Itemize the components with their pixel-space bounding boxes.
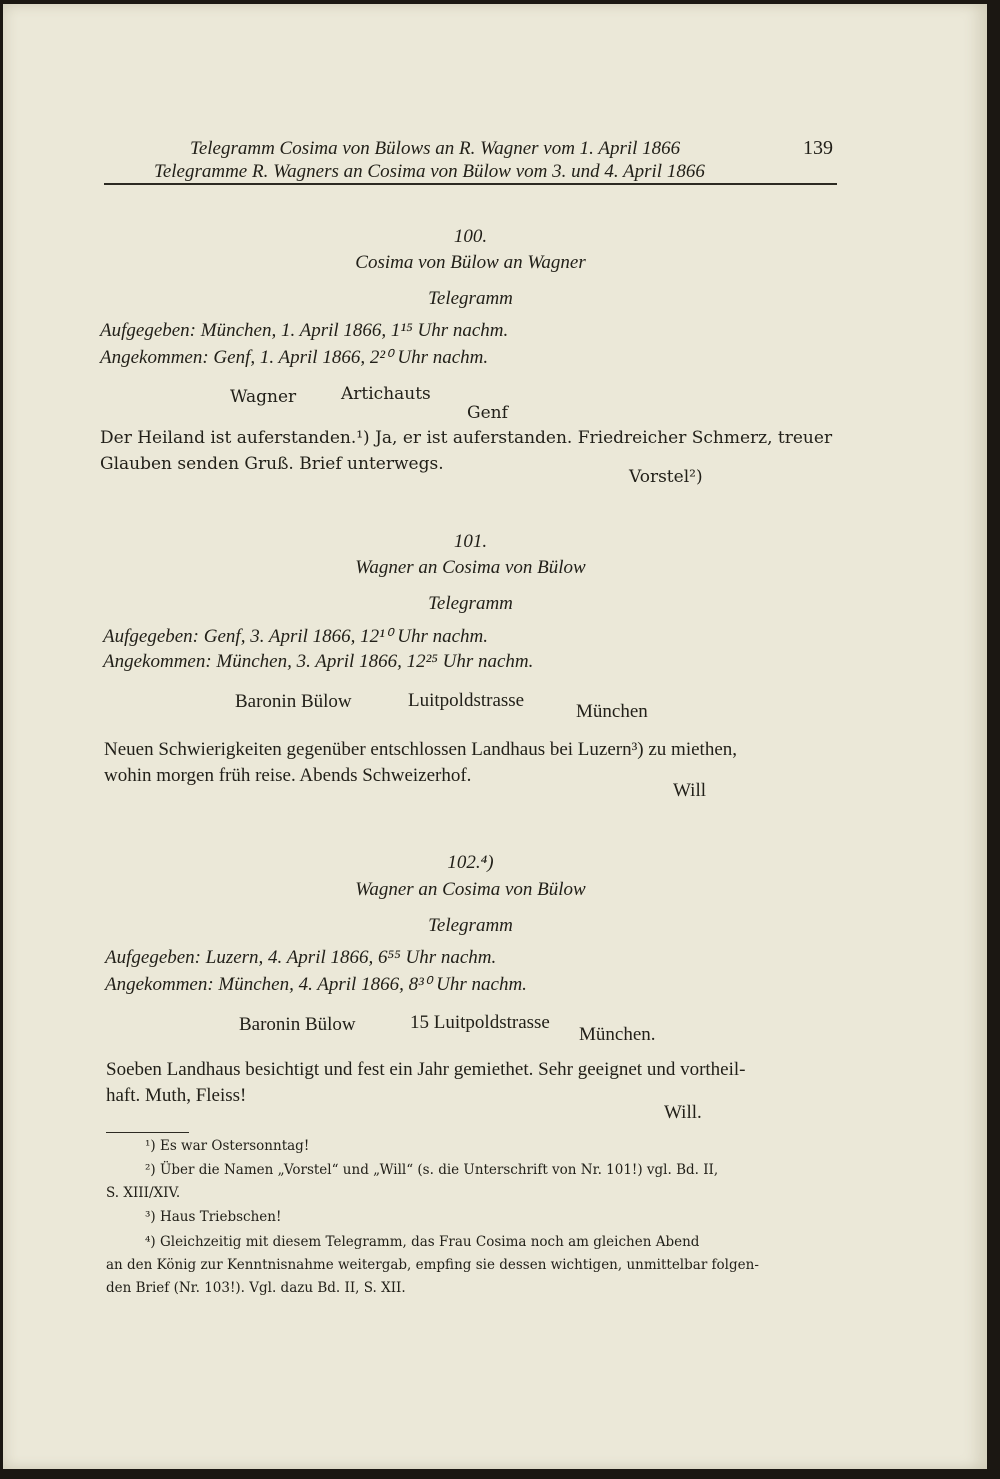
letter-102-number: 102.⁴) [447,852,494,873]
letter-100-number: 100. [453,226,488,247]
letter-102-address-city: München. [579,1024,656,1045]
letter-101-address-name: Baronin Bülow [235,691,352,712]
footnote-2-continued: S. XIII/XIV. [106,1185,181,1201]
letter-101-type: Telegramm [428,593,513,614]
letter-100-address-city: Genf [467,403,508,423]
running-head-line-1: Telegramm Cosima von Bülows an R. Wagner vom 1. April 1866 [190,138,681,159]
footnote-2: ²) Über die Namen „Vorstel“ und „Will“ (s. die Unterschrift von Nr. 101!) vgl. Bd. II, [145,1162,719,1178]
letter-100-sent: Aufgegeben: München, 1. April 1866, 1¹⁵ Uhr nachm. [100,320,509,341]
letter-100-title: Cosima von Bülow an Wagner [355,252,586,273]
letter-102-body-line-1: Soeben Landhaus besichtigt und fest ein Jahr gemiethet. Sehr geeignet und vortheil- [106,1059,746,1080]
letter-101-sent: Aufgegeben: Genf, 3. April 1866, 12¹⁰ Uhr nachm. [103,626,488,647]
page-number: 139 [803,137,833,159]
letter-101-received: Angekommen: München, 3. April 1866, 12²⁵ Uhr nachm. [103,651,534,672]
footnote-rule [106,1132,189,1133]
letter-102-title: Wagner an Cosima von Bülow [355,879,586,900]
letter-101-address-street: Luitpoldstrasse [408,690,525,711]
footnote-3: ³) Haus Triebschen! [145,1209,282,1225]
letter-102-address-street: 15 Luitpoldstrasse [410,1012,550,1033]
letter-100-signature: Vorstel²) [629,467,703,487]
letter-102-signature: Will. [664,1102,702,1123]
letter-101-body-line-2: wohin morgen früh reise. Abends Schweizerhof. [104,765,472,786]
letter-101-body-line-1: Neuen Schwierigkeiten gegenüber entschlossen Landhaus bei Luzern³) zu miethen, [104,739,738,760]
letter-101-address-city: München [576,701,648,722]
letter-102-body-line-2: haft. Muth, Fleiss! [106,1085,247,1106]
footnote-4: ⁴) Gleichzeitig mit diesem Telegramm, das Frau Cosima noch am gleichen Abend [145,1234,700,1250]
letter-100-type: Telegramm [428,288,513,309]
letter-100-body-line-2: Glauben senden Gruß. Brief unterwegs. [100,454,444,474]
letter-102-address-name: Baronin Bülow [239,1014,356,1035]
letter-100-address-name: Wagner [230,387,297,407]
letter-100-received: Angekommen: Genf, 1. April 1866, 2²⁰ Uhr nachm. [100,347,489,368]
letter-102-sent: Aufgegeben: Luzern, 4. April 1866, 6⁵⁵ Uhr nachm. [105,947,497,968]
footnote-1: ¹) Es war Ostersonntag! [145,1138,310,1154]
letter-102-type: Telegramm [428,915,513,936]
letter-100-body-line-1: Der Heiland ist auferstanden.¹) Ja, er ist auferstanden. Friedreicher Schmerz, treuer [100,428,833,448]
letter-101-title: Wagner an Cosima von Bülow [355,557,586,578]
letter-101-signature: Will [673,780,707,801]
letter-101-number: 101. [453,531,488,552]
letter-102-received: Angekommen: München, 4. April 1866, 8³⁰ Uhr nachm. [105,974,527,995]
running-head-line-2: Telegramme R. Wagners an Cosima von Bülow vom 3. und 4. April 1866 [154,161,705,182]
letter-100-address-street: Artichauts [341,384,431,404]
book-page [3,4,987,1469]
footnote-4-line-3: den Brief (Nr. 103!). Vgl. dazu Bd. II, S. XII. [106,1280,406,1296]
footnote-4-line-2: an den König zur Kenntnisnahme weitergab, empfing sie dessen wichtigen, unmittelbar folgen- [106,1257,759,1273]
header-rule [104,183,837,185]
